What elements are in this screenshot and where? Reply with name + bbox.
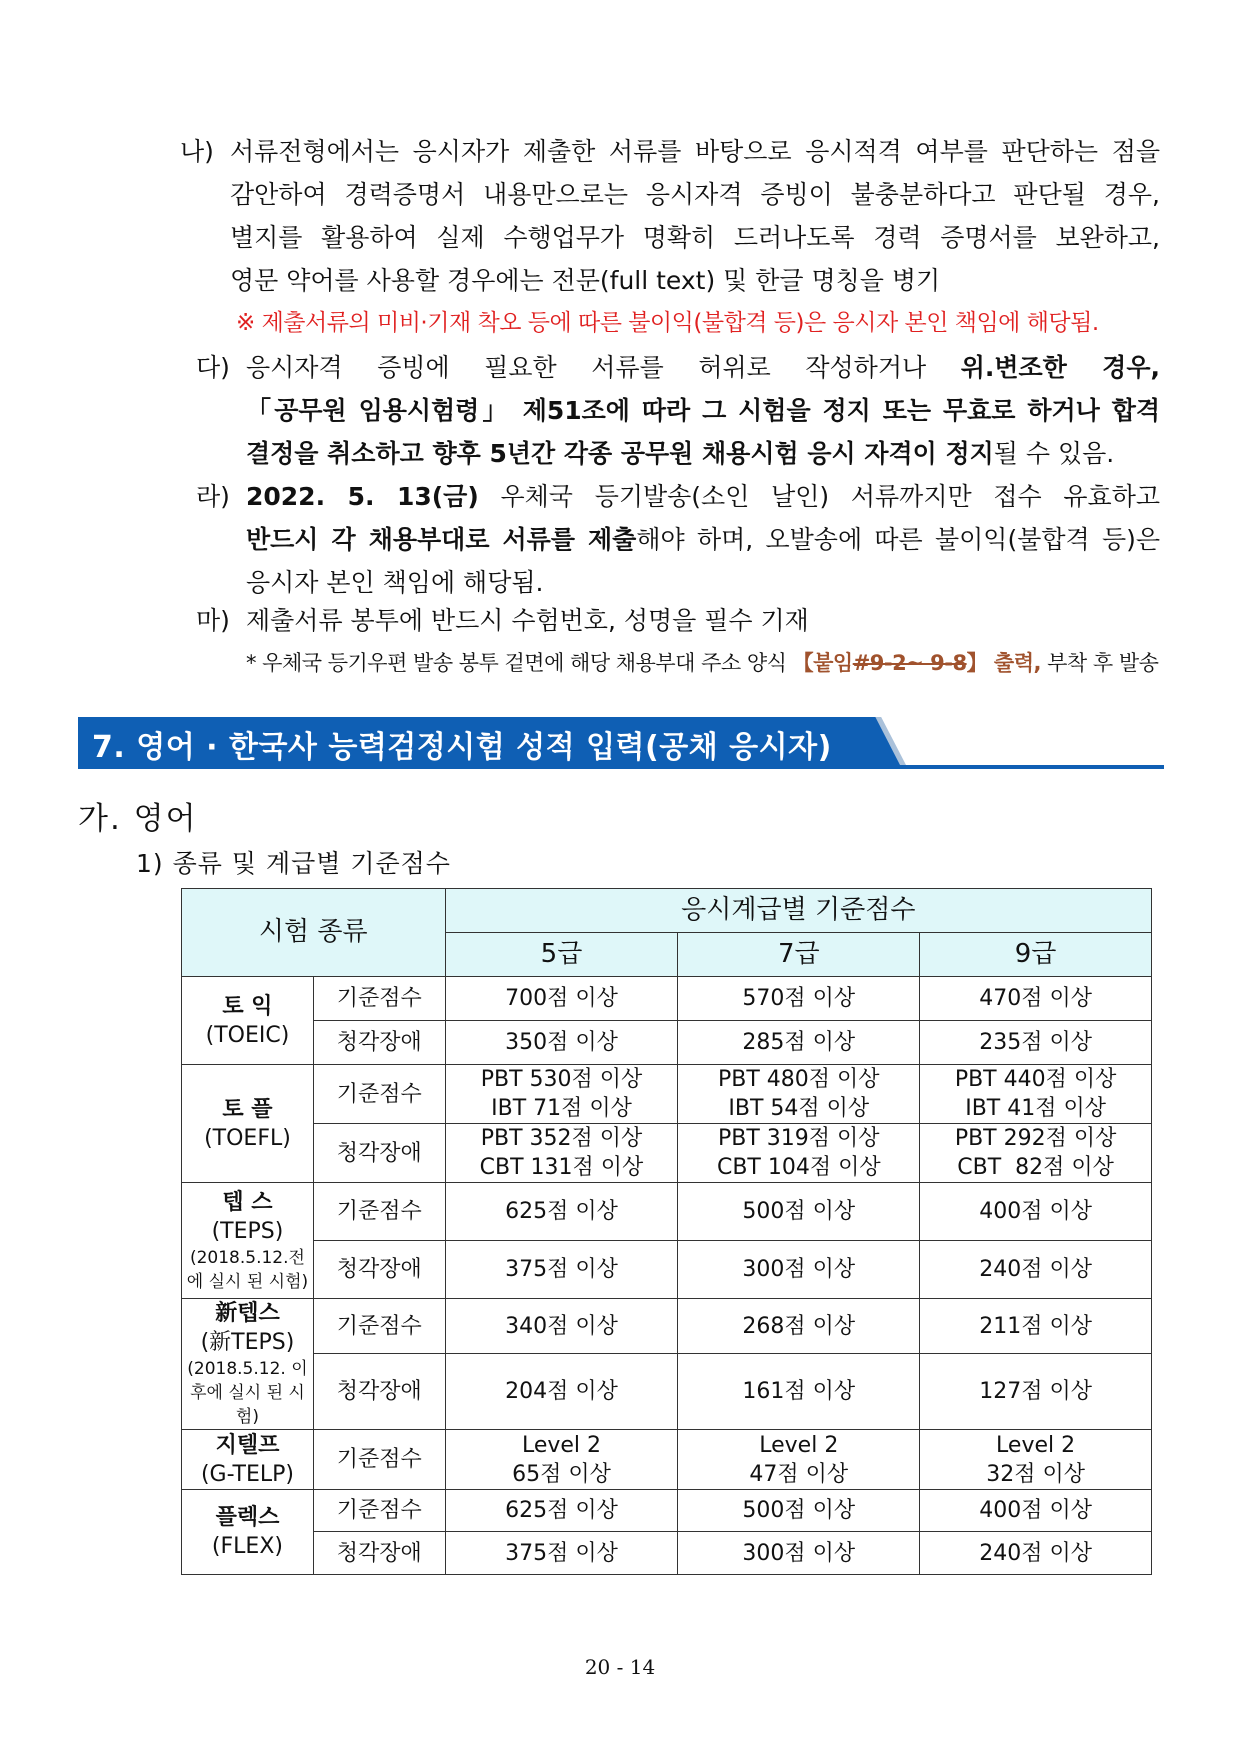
item-da [196,346,1160,475]
score-type: 기준점수 [313,1183,445,1241]
table-row [182,1299,1152,1354]
table-row [182,977,1152,1021]
score-line: 400점 이상 [979,1199,1092,1224]
score-value [445,1021,678,1065]
score-value [445,1532,678,1575]
exam-name: 플렉스 [215,1505,280,1530]
score-line: 285점 이상 [742,1030,856,1055]
table-row [182,1021,1152,1065]
score-line: Level 2 [996,1432,1076,1458]
item-marker: 마) [196,606,230,635]
score-line: Level 2 [759,1432,839,1458]
score-type: 기준점수 [313,1430,445,1490]
table-row [182,1430,1152,1490]
score-line: IBT 41점 이상 [965,1096,1106,1121]
item-bold-text: 결정을 취소하고 향후 5년간 각종 공무원 채용시험 응시 자격이 정지 [246,439,994,468]
item-marker: 라) [196,482,230,511]
table-row [182,1241,1152,1299]
red-notice: ※ 제출서류의 미비·기재 착오 등에 따른 불이익(불합격 등)은 응시자 본인 책임에 해당됨. [236,310,1099,336]
score-line: 240점 이상 [979,1257,1092,1282]
score-line: IBT 54점 이상 [728,1096,870,1121]
score-line: 350점 이상 [505,1030,618,1055]
item-text: 해야 하며, 오발송에 따른 불이익(불합격 등)은 [636,525,1161,554]
score-value [445,1183,678,1241]
table-header-group: 응시계급별 기준점수 [445,889,1151,933]
score-value [678,1299,920,1354]
item-text: 될 수 있음. [993,439,1115,468]
score-type: 청각장애 [313,1021,445,1065]
score-value [678,1021,920,1065]
score-line: 240점 이상 [979,1540,1092,1566]
score-value [445,1065,678,1124]
score-line: 300점 이상 [742,1257,856,1282]
exam-name-en: (TEPS) [211,1218,284,1244]
item-text: 서류전형에서는 응시자가 제출한 서류를 바탕으로 응시적격 여부를 판단하는 점을 [230,137,1160,166]
score-value [678,1124,920,1183]
exam-name-en: (G-TELP) [200,1461,294,1487]
score-type: 기준점수 [313,1065,445,1124]
score-type: 청각장애 [313,1241,445,1299]
score-value [920,1430,1152,1490]
score-line: 500점 이상 [742,1199,856,1224]
score-type: 기준점수 [313,1299,445,1354]
score-value [920,1490,1152,1532]
score-value [445,977,678,1021]
exam-name: 新텝스 [215,1301,280,1326]
page-number: 20 - 14 [584,1655,656,1679]
score-value [920,1183,1152,1241]
score-line: PBT 480점 이상 [718,1067,880,1092]
table-header-grade: 7급 [678,933,920,977]
subsubheading: 1) 종류 및 계급별 기준점수 [136,849,451,878]
item-text: 응시자격 증빙에 필요한 서류를 허위로 작성하거나 [246,353,961,382]
exam-name: 토 플 [222,1096,273,1122]
score-line: IBT 71점 이상 [491,1096,632,1121]
note-text: 부착 후 발송 [1040,651,1159,675]
score-line: 570점 이상 [742,986,856,1011]
score-value [678,1065,920,1124]
item-ra [196,475,1160,604]
score-line: 161점 이상 [742,1379,856,1405]
score-line: 625점 이상 [505,1199,618,1224]
exam-name-cell [182,1490,314,1575]
score-value [678,1354,920,1430]
table-row [182,1354,1152,1430]
table-header-grade: 5급 [445,933,678,977]
item-marker: 다) [196,353,230,382]
item-text: 우체국 등기발송(소인 날인) 서류까지만 접수 유효하고 [478,482,1161,511]
table-header-grade: 9급 [920,933,1152,977]
score-line: PBT 440점 이상 [954,1067,1117,1092]
score-type: 청각장애 [313,1532,445,1575]
score-line: 340점 이상 [505,1313,618,1339]
score-type: 기준점수 [313,1490,445,1532]
item-text: 감안하여 경력증명서 내용만으로는 응시자격 증빙이 불충분하다고 판단될 경우, [230,180,1160,209]
score-line: CBT 131점 이상 [479,1155,644,1180]
score-value [920,1354,1152,1430]
score-value [920,1021,1152,1065]
item-na [180,130,1160,345]
exam-name-en: (新TEPS) [200,1330,295,1355]
score-line: 300점 이상 [742,1540,856,1566]
score-table [181,888,1152,1575]
table-row [182,1183,1152,1241]
table-row [182,1124,1152,1183]
score-value [920,1299,1152,1354]
table-header-row [182,889,1152,933]
score-line: PBT 319점 이상 [718,1126,880,1151]
score-line: 470점 이상 [979,986,1092,1011]
item-text: 영문 약어를 사용할 경우에는 전문(full text) 및 한글 명칭을 병기 [230,266,941,295]
score-value [678,977,920,1021]
exam-name-cell [182,1065,314,1183]
exam-name-en: (TOEFL) [204,1125,291,1151]
exam-name: 텝 스 [222,1189,273,1215]
score-value [920,1532,1152,1575]
item-marker: 나) [180,137,214,166]
exam-note: (2018.5.12.전에 실시 된 시험) [186,1247,309,1292]
table-header-exam-type: 시험 종류 [182,889,446,977]
score-line: 204점 이상 [505,1379,618,1405]
score-value [920,1241,1152,1299]
score-value [445,1241,678,1299]
score-value [445,1299,678,1354]
score-line: Level 2 [521,1432,602,1458]
section-header [78,717,1164,769]
score-value [445,1490,678,1532]
exam-name: 지텔프 [215,1432,280,1458]
score-line: 500점 이상 [742,1498,856,1523]
note-text: * 우체국 등기우편 발송 봉투 겉면에 해당 채용부대 주소 양식 [246,651,793,675]
item-text: 제출서류 봉투에 반드시 수험번호, 성명을 필수 기재 [246,606,809,635]
exam-name-en: (TOEIC) [205,1022,290,1048]
score-value [678,1490,920,1532]
item-bold-text: 2022. 5. 13(금) [246,482,479,511]
score-line: 32점 이상 [986,1461,1085,1487]
score-value [678,1183,920,1241]
item-text: 별지를 활용하여 실제 수행업무가 명확히 드러나도록 경력 증명서를 보완하고, [230,223,1160,252]
exam-name-cell [182,1183,314,1299]
subheading: 가. 영어 [78,801,198,837]
table-row [182,1490,1152,1532]
score-value [920,977,1152,1021]
score-value [678,1430,920,1490]
score-line: 127점 이상 [979,1379,1092,1405]
score-value [678,1241,920,1299]
score-line: 268점 이상 [742,1313,856,1339]
exam-name-cell [182,977,314,1065]
exam-note: (2018.5.12. 이후에 실시 된 시험) [187,1359,308,1427]
score-line: CBT 104점 이상 [716,1155,881,1180]
score-value [920,1124,1152,1183]
score-line: PBT 530점 이상 [480,1067,643,1092]
exam-name-cell [182,1430,314,1490]
exam-name-cell [182,1299,314,1430]
item-bold-text: 위.변조한 경우, [960,353,1160,382]
item-text: 응시자 본인 책임에 해당됨. [246,568,544,597]
score-line: 700점 이상 [505,986,618,1011]
score-value [445,1124,678,1183]
score-value [445,1430,678,1490]
item-bold-text: 반드시 각 채용부대로 서류를 제출 [246,525,637,554]
score-line: 375점 이상 [505,1540,618,1566]
score-line: 400점 이상 [979,1498,1092,1523]
score-line: CBT 82점 이상 [957,1155,1114,1180]
section-title: 7. 영어 · 한국사 능력검정시험 성적 입력(공채 응시자) [92,730,832,765]
score-value [445,1354,678,1430]
score-line: 375점 이상 [505,1257,618,1282]
score-type: 청각장애 [313,1354,445,1430]
item-ma [196,599,1160,685]
exam-name: 토 익 [222,993,273,1019]
score-line: 211점 이상 [979,1313,1092,1339]
score-line: 235점 이상 [979,1030,1092,1055]
score-line: PBT 352점 이상 [480,1126,643,1151]
score-value [678,1532,920,1575]
table-row [182,1065,1152,1124]
score-line: 47점 이상 [749,1461,849,1487]
score-line: 625점 이상 [505,1498,618,1523]
score-type: 청각장애 [313,1124,445,1183]
table-row [182,1532,1152,1575]
score-type: 기준점수 [313,977,445,1021]
score-line: PBT 292점 이상 [954,1126,1117,1151]
attachment-ref: 【붙임#9-2~ 9-8】 출력, [792,651,1041,675]
score-line: 65점 이상 [512,1461,611,1487]
item-bold-text: 「공무원 임용시험령」 제51조에 따라 그 시험을 정지 또는 무효로 하거나 합격 [246,396,1160,425]
score-value [920,1065,1152,1124]
exam-name-en: (FLEX) [211,1534,283,1559]
